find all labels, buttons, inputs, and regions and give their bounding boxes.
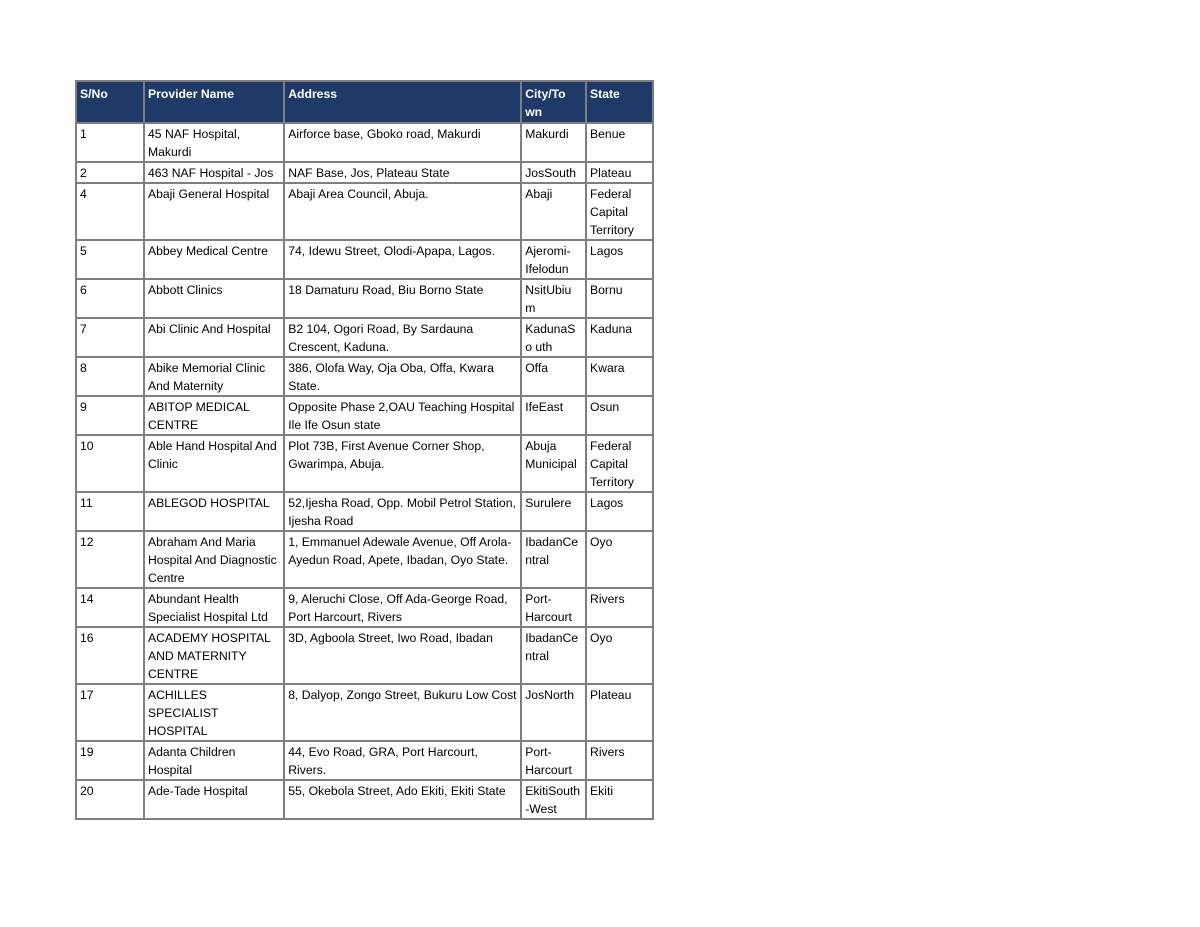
cell-city-town: Ajeromi-Ifelodun — [521, 240, 586, 279]
cell-provider-name: Abi Clinic And Hospital — [144, 318, 284, 357]
cell-provider-name: Abundant Health Specialist Hospital Ltd — [144, 588, 284, 627]
cell-state: Federal Capital Territory — [586, 435, 653, 492]
cell-sno: 7 — [76, 318, 144, 357]
cell-provider-name: 463 NAF Hospital - Jos — [144, 162, 284, 183]
cell-sno: 6 — [76, 279, 144, 318]
cell-city-town: NsitUbiu m — [521, 279, 586, 318]
cell-sno: 17 — [76, 684, 144, 741]
cell-city-town: Port-Harcourt — [521, 588, 586, 627]
cell-provider-name: ABLEGOD HOSPITAL — [144, 492, 284, 531]
table-row — [76, 123, 653, 162]
table-row — [76, 780, 653, 819]
cell-address: 52,Ijesha Road, Opp. Mobil Petrol Station, Ijesha Road — [284, 492, 521, 531]
cell-provider-name: ACHILLES SPECIALIST HOSPITAL — [144, 684, 284, 741]
cell-provider-name: Abbott Clinics — [144, 279, 284, 318]
cell-city-town: Abuja Municipal — [521, 435, 586, 492]
header-sno: S/No — [76, 81, 144, 123]
cell-sno: 12 — [76, 531, 144, 588]
cell-address: 1, Emmanuel Adewale Avenue, Off Arola-Ayedun Road, Apete, Ibadan, Oyo State. — [284, 531, 521, 588]
cell-provider-name: Abraham And Maria Hospital And Diagnostic Centre — [144, 531, 284, 588]
table-row — [76, 492, 653, 531]
cell-state: Federal Capital Territory — [586, 183, 653, 240]
table-row — [76, 531, 653, 588]
cell-city-town: Surulere — [521, 492, 586, 531]
cell-state: Plateau — [586, 162, 653, 183]
cell-sno: 11 — [76, 492, 144, 531]
table-header-row — [76, 81, 653, 123]
cell-city-town: JosNorth — [521, 684, 586, 741]
cell-state: Lagos — [586, 492, 653, 531]
cell-city-town: JosSouth — [521, 162, 586, 183]
table-row — [76, 396, 653, 435]
cell-sno: 1 — [76, 123, 144, 162]
table-row — [76, 357, 653, 396]
cell-address: 386, Olofa Way, Oja Oba, Offa, Kwara State. — [284, 357, 521, 396]
cell-address: 9, Aleruchi Close, Off Ada-George Road, Port Harcourt, Rivers — [284, 588, 521, 627]
cell-state: Bornu — [586, 279, 653, 318]
cell-city-town: KadunaSo uth — [521, 318, 586, 357]
cell-city-town: Offa — [521, 357, 586, 396]
cell-sno: 16 — [76, 627, 144, 684]
cell-provider-name: Abike Memorial Clinic And Maternity — [144, 357, 284, 396]
cell-address: 18 Damaturu Road, Biu Borno State — [284, 279, 521, 318]
cell-sno: 8 — [76, 357, 144, 396]
cell-state: Ekiti — [586, 780, 653, 819]
cell-city-town: EkitiSouth -West — [521, 780, 586, 819]
cell-state: Oyo — [586, 627, 653, 684]
table-row — [76, 435, 653, 492]
cell-sno: 5 — [76, 240, 144, 279]
cell-sno: 19 — [76, 741, 144, 780]
table-body — [76, 123, 653, 819]
cell-state: Rivers — [586, 741, 653, 780]
cell-provider-name: ACADEMY HOSPITAL AND MATERNITY CENTRE — [144, 627, 284, 684]
header-city-town: City/To wn — [521, 81, 586, 123]
cell-provider-name: ABITOP MEDICAL CENTRE — [144, 396, 284, 435]
cell-sno: 4 — [76, 183, 144, 240]
header-provider-name: Provider Name — [144, 81, 284, 123]
cell-provider-name: Abaji General Hospital — [144, 183, 284, 240]
cell-state: Osun — [586, 396, 653, 435]
cell-state: Oyo — [586, 531, 653, 588]
cell-sno: 9 — [76, 396, 144, 435]
cell-state: Rivers — [586, 588, 653, 627]
cell-city-town: IbadanCe ntral — [521, 531, 586, 588]
cell-sno: 20 — [76, 780, 144, 819]
cell-address: Airforce base, Gboko road, Makurdi — [284, 123, 521, 162]
cell-address: 3D, Agboola Street, Iwo Road, Ibadan — [284, 627, 521, 684]
cell-address: 44, Evo Road, GRA, Port Harcourt, Rivers. — [284, 741, 521, 780]
cell-address: Opposite Phase 2,OAU Teaching Hospital Ile Ife Osun state — [284, 396, 521, 435]
table-row — [76, 240, 653, 279]
cell-state: Kaduna — [586, 318, 653, 357]
cell-city-town: Makurdi — [521, 123, 586, 162]
cell-address: 74, Idewu Street, Olodi-Apapa, Lagos. — [284, 240, 521, 279]
cell-city-town: Abaji — [521, 183, 586, 240]
cell-provider-name: 45 NAF Hospital, Makurdi — [144, 123, 284, 162]
cell-sno: 10 — [76, 435, 144, 492]
cell-city-town: IbadanCe ntral — [521, 627, 586, 684]
cell-provider-name: Abbey Medical Centre — [144, 240, 284, 279]
table-row — [76, 279, 653, 318]
cell-address: Abaji Area Council, Abuja. — [284, 183, 521, 240]
cell-address: 55, Okebola Street, Ado Ekiti, Ekiti State — [284, 780, 521, 819]
header-state: State — [586, 81, 653, 123]
cell-state: Benue — [586, 123, 653, 162]
table-row — [76, 318, 653, 357]
table-row — [76, 162, 653, 183]
cell-city-town: Port-Harcourt — [521, 741, 586, 780]
cell-address: NAF Base, Jos, Plateau State — [284, 162, 521, 183]
provider-table — [75, 80, 654, 820]
cell-address: B2 104, Ogori Road, By Sardauna Crescent, Kaduna. — [284, 318, 521, 357]
cell-state: Lagos — [586, 240, 653, 279]
table-row — [76, 684, 653, 741]
header-address: Address — [284, 81, 521, 123]
table-row — [76, 183, 653, 240]
cell-state: Kwara — [586, 357, 653, 396]
table-row — [76, 588, 653, 627]
table-row — [76, 741, 653, 780]
cell-provider-name: Ade-Tade Hospital — [144, 780, 284, 819]
cell-provider-name: Adanta Children Hospital — [144, 741, 284, 780]
cell-address: Plot 73B, First Avenue Corner Shop, Gwarimpa, Abuja. — [284, 435, 521, 492]
cell-state: Plateau — [586, 684, 653, 741]
cell-sno: 14 — [76, 588, 144, 627]
cell-sno: 2 — [76, 162, 144, 183]
cell-provider-name: Able Hand Hospital And Clinic — [144, 435, 284, 492]
cell-city-town: IfeEast — [521, 396, 586, 435]
cell-address: 8, Dalyop, Zongo Street, Bukuru Low Cost — [284, 684, 521, 741]
table-row — [76, 627, 653, 684]
